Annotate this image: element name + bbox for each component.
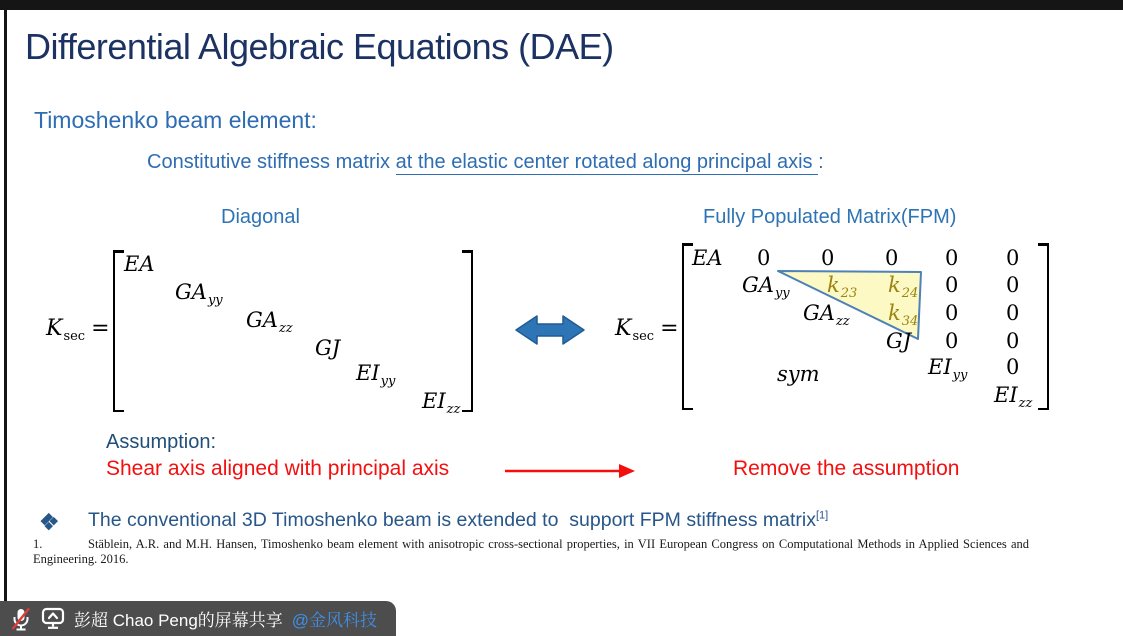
share-bar-text: 彭超 Chao Peng的屏幕共享 [74,611,283,630]
matrix-cell-zero: 0 [945,301,959,325]
fpm-label: Fully Populated Matrix(FPM) [703,206,957,228]
page-title: Differential Algebraic Equations (DAE) [25,26,614,67]
matrix-cell-coupling: $k_{34}$ [888,301,919,329]
matrix-cell-zero: 0 [1006,273,1020,297]
subtitle-colon: : [818,151,824,173]
matrix-cell: $GA_{zz}$ [803,301,850,329]
assumption-text: Shear axis aligned with principal axis [106,457,450,480]
k-sec-label-left: $K_{sec}$ = [46,316,110,344]
microphone-muted-icon[interactable] [10,606,32,632]
diamond-bullet-icon [42,514,56,528]
matrix-cell: GJ [315,336,341,360]
matrix-cell: EA [124,252,155,276]
matrix-bracket-left [113,250,124,412]
matrix-cell-zero: 0 [945,329,959,353]
share-bar-watermark: @金风科技 [291,611,378,630]
matrix-cell-zero: 0 [885,246,899,270]
matrix-cell-zero: 0 [945,273,959,297]
window-border-left [4,10,7,602]
matrix-cell: $EI_{yy}$ [356,361,396,389]
citation-superscript: [1] [816,509,829,522]
assumption-label: Assumption: [106,431,217,453]
matrix-cell: $EI_{zz}$ [994,383,1033,411]
matrix-cell: $GA_{yy}$ [742,273,790,301]
matrix-cell: $GA_{yy}$ [175,280,223,308]
matrix-cell: $GA_{zz}$ [246,308,293,336]
window-border-top [0,0,1123,10]
matrix-cell-zero: 0 [1006,301,1020,325]
diagonal-label: Diagonal [221,206,300,228]
matrix-cell-coupling: $k_{24}$ [888,273,919,301]
matrix-cell-coupling: $k_{23}$ [827,273,858,301]
matrix-bracket-right [462,250,473,412]
bullet-text: The conventional 3D Timoshenko beam is extended to support FPM stiffness matrix[1] [88,509,829,531]
k-sec-label-right: $K_{sec}$ = [615,316,679,344]
matrix-cell: $EI_{zz}$ [422,389,461,417]
subtitle-prefix: Constitutive stiffness matrix [147,151,396,173]
matrix-cell: $EI_{yy}$ [928,355,968,383]
matrix-bracket-right [1038,243,1049,410]
matrix-cell-zero: 0 [1006,246,1020,270]
red-arrow-icon [500,462,640,480]
double-arrow-icon [514,310,586,350]
matrix-cell-zero: 0 [1006,355,1020,379]
matrix-sym-label: sym [777,362,820,386]
matrix-cell-zero: 0 [821,246,835,270]
matrix-cell: GJ [886,329,912,353]
matrix-cell-zero: 0 [1006,329,1020,353]
screen-share-icon [41,607,65,630]
matrix-cell-zero: 0 [757,246,771,270]
footnote-text: Stäblein, A.R. and M.H. Hansen, Timoshenko beam element with anisotropic cross-sectional properties, in VII European Congress on Computational Methods in Applied Sciences and Engineering. 2016. [33,537,1029,566]
footnote [33,537,1029,567]
screen-share-bar[interactable] [0,601,396,636]
matrix-cell-zero: 0 [945,246,959,270]
section-heading: Timoshenko beam element: [34,107,317,133]
footnote-marker: 1. [33,537,43,551]
subtitle [147,151,824,174]
matrix-cell: EA [692,246,723,270]
subtitle-underlined: at the elastic center rotated along principal axis [395,151,819,173]
remove-assumption-text: Remove the assumption [733,457,960,480]
